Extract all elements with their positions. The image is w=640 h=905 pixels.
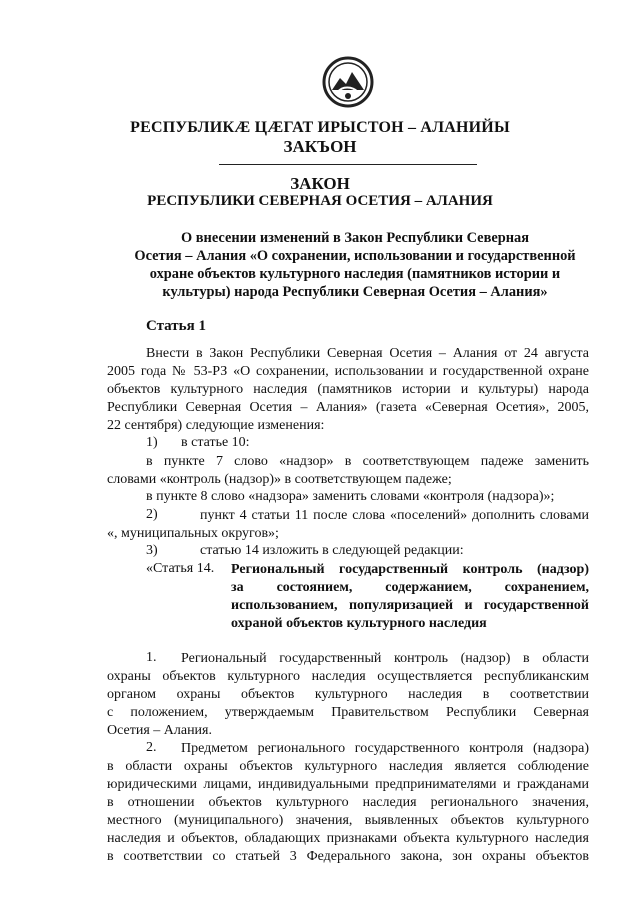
law-title-line: культуры) народа Республики Северная Осетия – Алания» — [162, 284, 548, 300]
body-line: Региональный государственный контроль (надзор) в области — [181, 651, 589, 666]
coat-of-arms-emblem — [322, 56, 374, 108]
item-text: статью 14 изложить в следующей редакции: — [200, 543, 464, 558]
body-line: «, муниципальных округов»; — [107, 526, 279, 541]
item-text: в статье 10: — [181, 435, 250, 450]
header-divider — [219, 164, 477, 165]
body-line: в пункте 7 слово «надзор» в соответствующем падеже заменить — [146, 454, 589, 469]
point-number: 1. — [146, 650, 157, 665]
body-line: Республики Северная Осетия – Алания» (газета «Северная Осетия», 2005, — [107, 400, 589, 415]
header-law: ЗАКОН — [290, 174, 350, 193]
body-line: органом охраны объектов культурного наследия в соответствии — [107, 687, 589, 702]
body-line: объектов культурного наследия (памятников истории и культуры) народа — [107, 382, 589, 397]
law-title — [120, 229, 590, 301]
body-line: Предметом регионального государственного контроля (надзора) — [181, 741, 589, 756]
body-line: 22 сентября) следующие изменения: — [107, 418, 325, 433]
body-line: охраны объектов культурного наследия осуществляется республиканским — [107, 669, 589, 684]
law-title-line: охране объектов культурного наследия (памятников истории и — [149, 266, 561, 282]
body-line: Осетия – Алания. — [107, 723, 212, 738]
body-line: в отношении объектов культурного наследия регионального значения, — [107, 795, 589, 810]
body-line: словами «контроль (надзор)» в соответствующем падеже; — [107, 472, 452, 487]
law-title-line: О внесении изменений в Закон Республики Северная — [180, 230, 530, 246]
header-ossetian-law: ЗАКЪОН — [283, 137, 357, 156]
article-heading: Статья 1 — [146, 318, 206, 334]
law-title-line: Осетия – Алания «О сохранении, использовании и государственной — [134, 248, 576, 264]
body-line: в пункте 8 слово «надзора» заменить словами «контроля (надзора)»; — [146, 489, 555, 504]
article-14-title-line: охраной объектов культурного наследия — [231, 616, 487, 631]
item-number: 2) — [146, 507, 158, 522]
body-line: 2005 года № 53-РЗ «О сохранении, использовании и государственной охране — [107, 364, 589, 379]
article-14-title-line: Региональный государственный контроль (надзор) — [231, 562, 589, 577]
article-14-title-line: за состоянием, содержанием, сохранением, — [231, 580, 589, 595]
point-number: 2. — [146, 740, 157, 755]
body-line: в соответствии со статьей 3 Федерального закона, зон охраны объектов — [107, 849, 589, 864]
body-line: пункт 4 статьи 11 после слова «поселений» дополнить словами — [200, 508, 589, 523]
header-republic: РЕСПУБЛИКИ СЕВЕРНАЯ ОСЕТИЯ – АЛАНИЯ — [147, 193, 493, 209]
body-line: Внести в Закон Республики Северная Осетия – Алания от 24 августа — [146, 346, 589, 361]
body-line: местного (муниципального) значения, выявленных объектов культурного — [107, 813, 589, 828]
header-ossetian-republic: РЕСПУБЛИКÆ ЦÆГАТ ИРЫСТОН – АЛАНИЙЫ — [130, 119, 510, 136]
article-14-title-line: использованием, популяризацией и государственной — [231, 598, 589, 613]
body-line: с положением, утверждаемым Правительством Республики Северная — [107, 705, 589, 720]
body-line: наследия и объектов, обладающих признаками объекта культурного наследия — [107, 831, 589, 846]
article-14-label: «Статья 14. — [146, 561, 215, 576]
body-line: в области охраны объектов культурного наследия является соблюдение — [107, 759, 589, 774]
item-number: 3) — [146, 543, 158, 558]
body-line: юридическими лицами, индивидуальными предпринимателями и гражданами — [107, 777, 589, 792]
item-number: 1) — [146, 435, 158, 450]
